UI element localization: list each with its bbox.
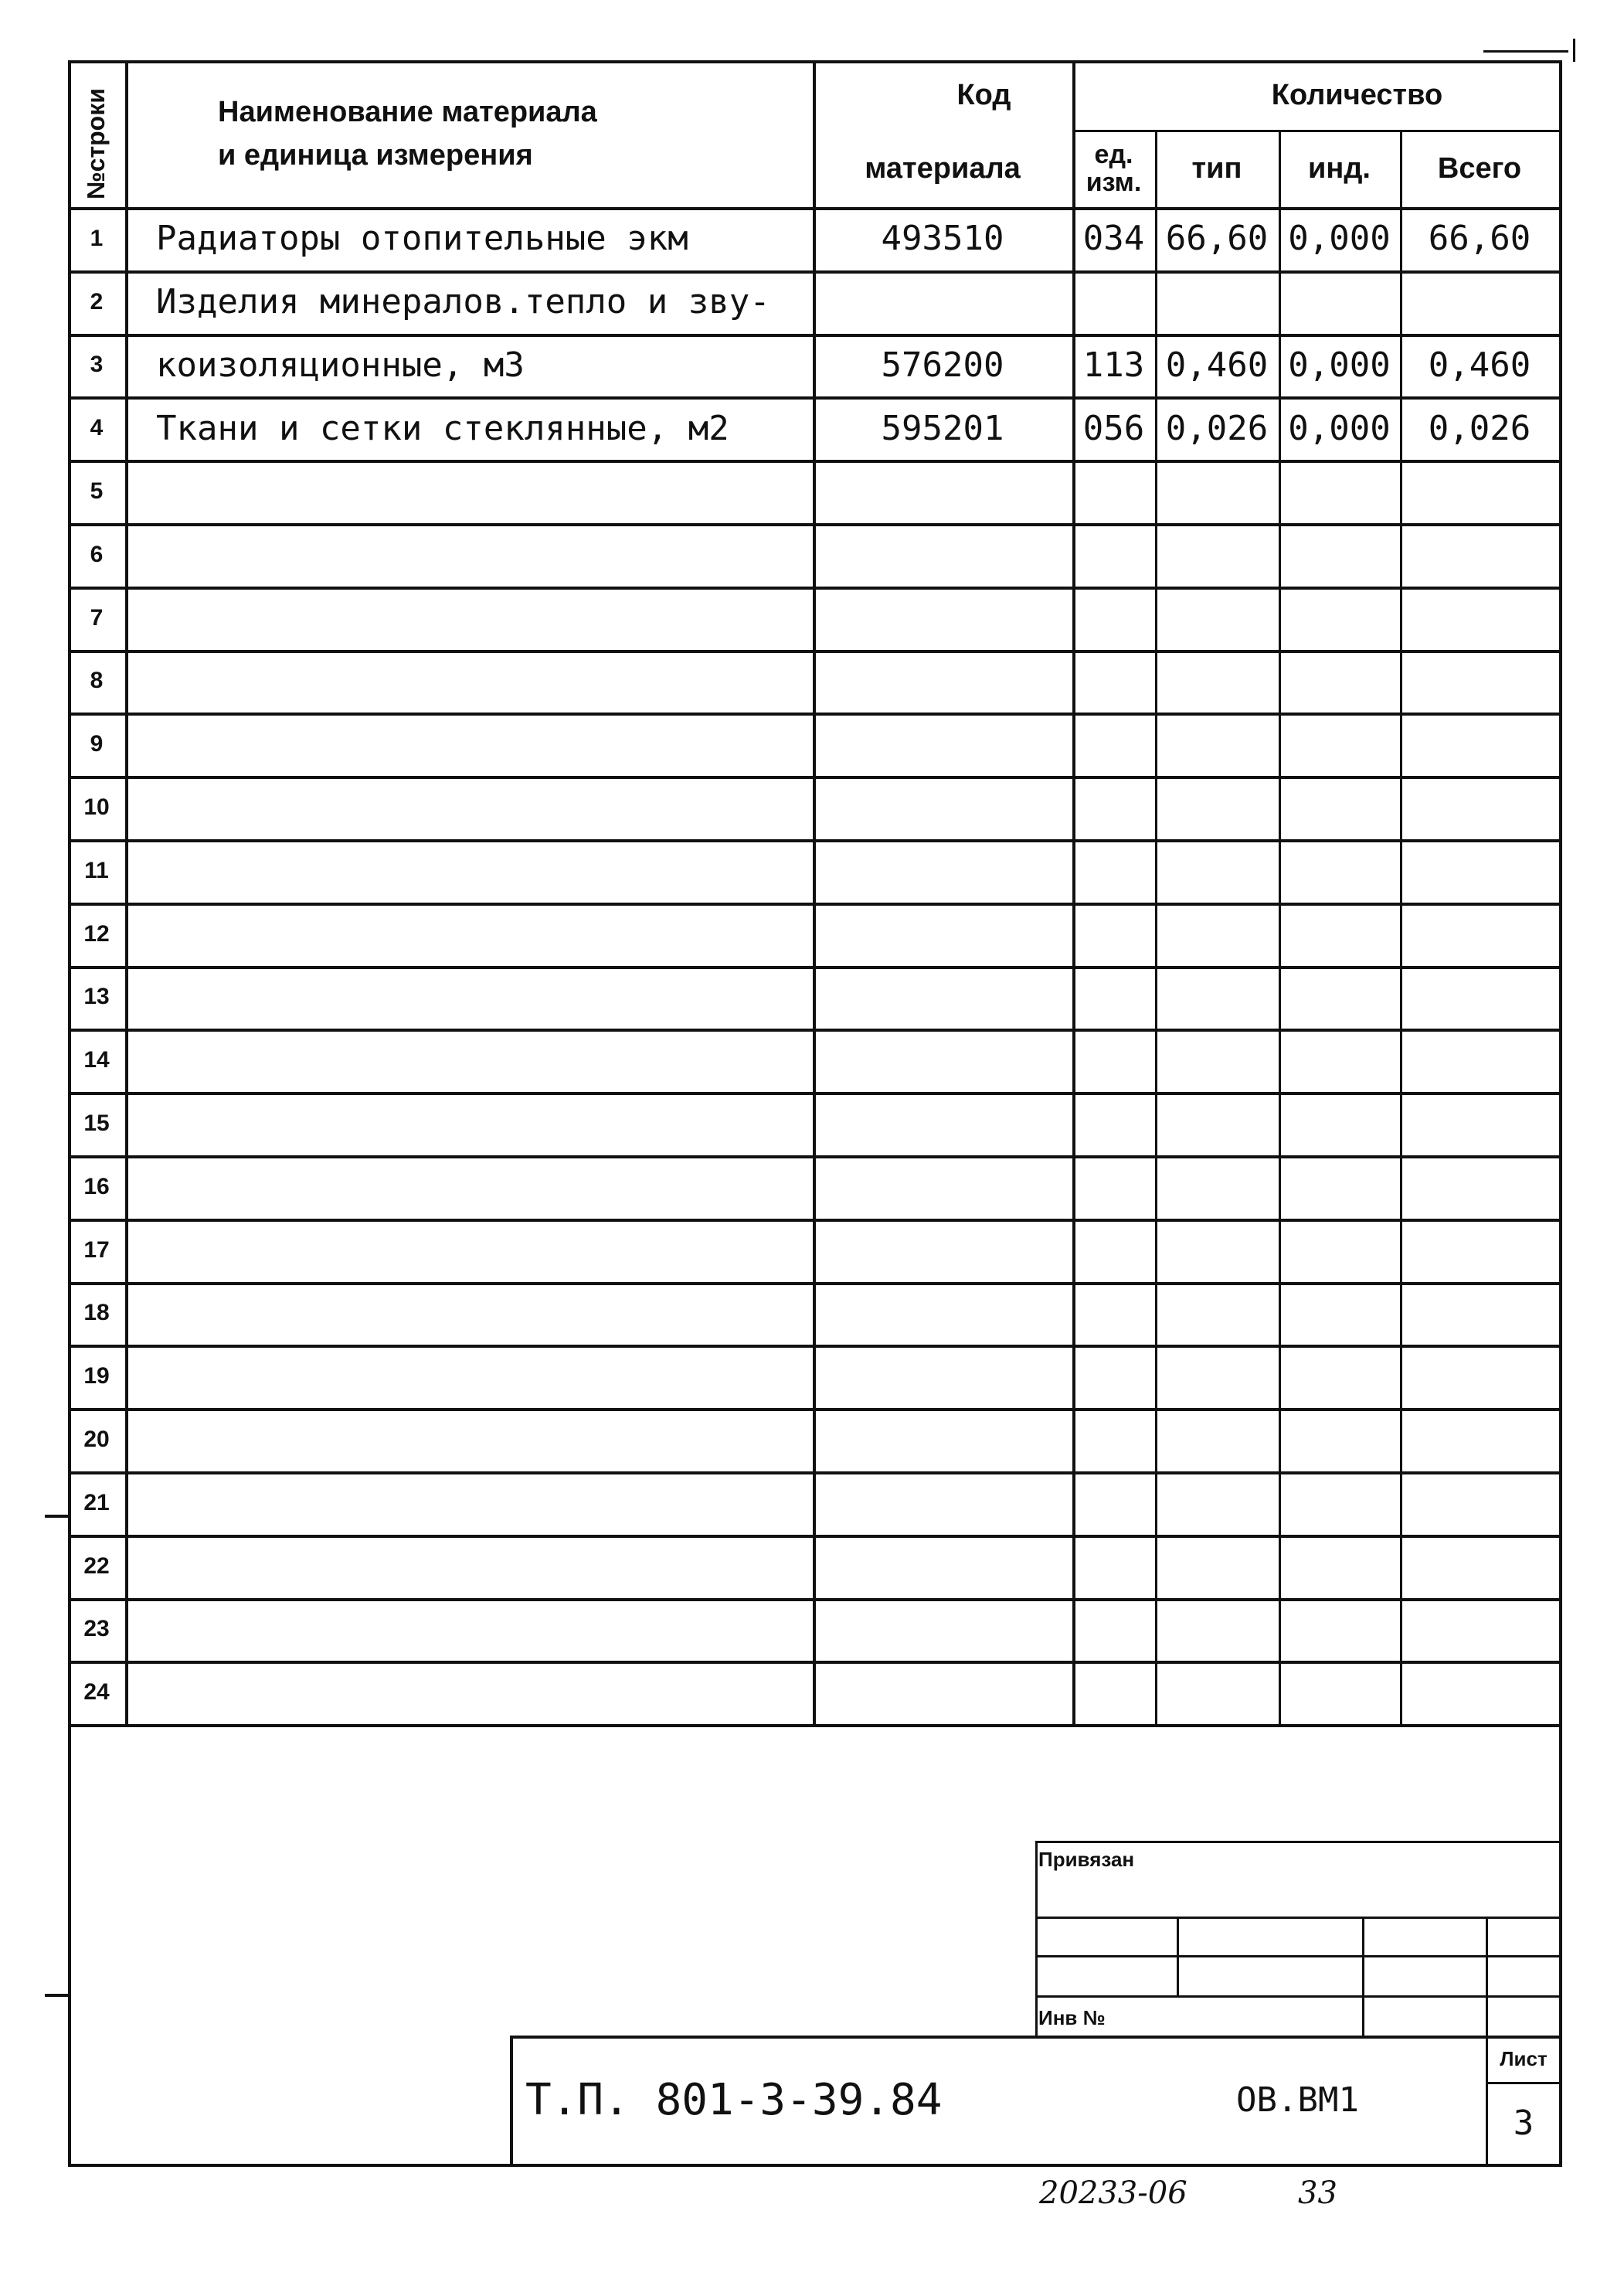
qty-typical	[1155, 460, 1279, 523]
qty-typical	[1155, 1471, 1279, 1535]
material-name	[125, 903, 813, 966]
material-code	[813, 587, 1072, 650]
qty-individual	[1279, 1471, 1400, 1535]
table-bottom-border	[68, 1724, 1562, 1727]
row-number: 24	[83, 1679, 110, 1706]
unit-code-header: ед. изм.	[1085, 140, 1142, 197]
material-code	[813, 523, 1072, 587]
unit-code	[1072, 460, 1155, 523]
qty-total	[1400, 1598, 1559, 1661]
material-name	[125, 1282, 813, 1345]
qty-total	[1400, 1661, 1559, 1724]
qty-individual	[1279, 839, 1400, 903]
unit-code	[1072, 523, 1155, 587]
material-code	[813, 1661, 1072, 1724]
qty-individual	[1279, 1155, 1400, 1219]
document-number: Т.П. 801-3-39.84	[525, 2074, 943, 2125]
material-code: 595201	[881, 408, 1004, 448]
material-code	[813, 713, 1072, 776]
qty-typical	[1155, 1029, 1279, 1092]
stamp-rule	[1177, 1917, 1179, 1995]
qty-individual	[1279, 1092, 1400, 1155]
row-number: 22	[83, 1553, 110, 1579]
material-code	[813, 650, 1072, 713]
unit-code	[1072, 1471, 1155, 1535]
qty-individual: 0,000	[1288, 408, 1391, 448]
qty-total	[1400, 1471, 1559, 1535]
material-name	[125, 713, 813, 776]
qty-typical	[1155, 1535, 1279, 1598]
unit-code	[1072, 1535, 1155, 1598]
corner-mark	[1483, 50, 1568, 53]
material-code	[813, 776, 1072, 839]
row-number: 8	[90, 668, 104, 694]
qty-typical-header: тип	[1191, 151, 1242, 185]
qty-typical	[1155, 1661, 1279, 1724]
unit-code: 056	[1082, 408, 1145, 448]
material-code	[813, 1092, 1072, 1155]
material-name	[125, 1661, 813, 1724]
row-number: 11	[84, 857, 109, 883]
qty-individual	[1279, 270, 1400, 334]
qty-total	[1400, 1092, 1559, 1155]
qty-total	[1400, 1219, 1559, 1282]
material-code-header: материала	[865, 151, 1021, 185]
material-name	[125, 1408, 813, 1471]
material-code	[813, 1282, 1072, 1345]
qty-individual	[1279, 903, 1400, 966]
qty-total-header: Всего	[1437, 151, 1522, 185]
unit-code	[1072, 966, 1155, 1029]
unit-code	[1072, 587, 1155, 650]
qty-total	[1400, 839, 1559, 903]
unit-code	[1072, 1219, 1155, 1282]
row-number: 4	[90, 415, 104, 441]
material-code	[813, 1155, 1072, 1219]
qty-total	[1400, 1535, 1559, 1598]
qty-total	[1400, 1408, 1559, 1471]
qty-total	[1400, 903, 1559, 966]
code-group-header: Код	[956, 78, 1011, 111]
qty-individual	[1279, 776, 1400, 839]
material-code: 493510	[881, 219, 1004, 259]
qty-total	[1400, 713, 1559, 776]
row-number: 1	[90, 225, 104, 251]
linked-label: Привязан	[1038, 1847, 1135, 1871]
qty-individual	[1279, 1282, 1400, 1345]
qty-total	[1400, 776, 1559, 839]
qty-total	[1400, 523, 1559, 587]
qty-individual	[1279, 460, 1400, 523]
qty-individual: 0,000	[1288, 219, 1391, 259]
stamp-rule	[1035, 1917, 1562, 1919]
material-name	[125, 839, 813, 903]
qty-typical	[1155, 1282, 1279, 1345]
material-code	[813, 1219, 1072, 1282]
qty-total	[1400, 1029, 1559, 1092]
qty-total	[1400, 1282, 1559, 1345]
material-code	[813, 1471, 1072, 1535]
row-number: 15	[83, 1110, 110, 1137]
page-bottom-border	[68, 2164, 1562, 2167]
row-number: 20	[83, 1427, 110, 1453]
material-name	[125, 966, 813, 1029]
unit-code	[1072, 1282, 1155, 1345]
qty-individual	[1279, 1029, 1400, 1092]
unit-code	[1072, 1029, 1155, 1092]
unit-code	[1072, 1155, 1155, 1219]
qty-individual	[1279, 713, 1400, 776]
material-code	[813, 1029, 1072, 1092]
qty-typical	[1155, 1598, 1279, 1661]
unit-code	[1072, 1408, 1155, 1471]
sheet-label: Лист	[1500, 2046, 1548, 2070]
unit-code	[1072, 776, 1155, 839]
qty-total	[1400, 1345, 1559, 1408]
qty-typical	[1155, 1345, 1279, 1408]
material-name	[125, 1598, 813, 1661]
sheet-number: 3	[1513, 2103, 1534, 2143]
row-number: 13	[83, 984, 110, 1010]
stamp-rule	[1035, 1995, 1562, 1998]
material-code	[813, 1598, 1072, 1661]
material-name	[125, 1471, 813, 1535]
material-name	[125, 1092, 813, 1155]
material-name	[125, 1535, 813, 1598]
unit-code: 113	[1082, 345, 1145, 385]
row-number: 12	[83, 920, 110, 947]
material-code	[813, 270, 1072, 334]
material-name: коизоляционные, м3	[156, 345, 525, 385]
qty-typical	[1155, 903, 1279, 966]
stamp-rule	[510, 2036, 513, 2164]
qty-individual	[1279, 1598, 1400, 1661]
material-name	[125, 776, 813, 839]
row-number: 10	[83, 794, 110, 821]
qty-typical	[1155, 839, 1279, 903]
material-code	[813, 839, 1072, 903]
order-number: 20233-06	[1039, 2175, 1187, 2211]
unit-code	[1072, 650, 1155, 713]
qty-total	[1400, 460, 1559, 523]
qty-total	[1400, 966, 1559, 1029]
unit-code	[1072, 270, 1155, 334]
qty-individual	[1279, 587, 1400, 650]
stamp-rule	[1035, 1841, 1562, 1843]
qty-total	[1400, 270, 1559, 334]
qty-typical	[1155, 776, 1279, 839]
unit-code	[1072, 903, 1155, 966]
stamp-rule	[1035, 1841, 1038, 2036]
corner-mark	[1573, 39, 1575, 62]
qty-typical	[1155, 713, 1279, 776]
material-name	[125, 587, 813, 650]
row-number: 3	[90, 352, 104, 378]
qty-total: 66,60	[1428, 219, 1531, 259]
qty-typical	[1155, 1219, 1279, 1282]
row-number: 21	[83, 1489, 110, 1515]
stamp-rule	[1362, 1917, 1364, 2036]
row-number: 19	[83, 1363, 110, 1389]
qty-typical	[1155, 1155, 1279, 1219]
qty-typical	[1155, 1408, 1279, 1471]
material-code	[813, 1345, 1072, 1408]
material-name	[125, 523, 813, 587]
row-number: 17	[83, 1236, 110, 1263]
row-number-header: №строки	[82, 88, 110, 199]
row-number: 6	[90, 541, 104, 567]
unit-code	[1072, 1661, 1155, 1724]
qty-total	[1400, 650, 1559, 713]
row-number: 16	[83, 1173, 110, 1199]
qty-individual-header: инд.	[1308, 151, 1371, 185]
qty-typical: 66,60	[1165, 219, 1269, 259]
margin-tick	[45, 1515, 71, 1518]
material-name	[125, 1155, 813, 1219]
page-right-border	[1559, 60, 1562, 2164]
qty-typical	[1155, 523, 1279, 587]
material-name	[125, 1029, 813, 1092]
material-code	[813, 1408, 1072, 1471]
qty-individual	[1279, 1661, 1400, 1724]
unit-code	[1072, 713, 1155, 776]
qty-individual	[1279, 523, 1400, 587]
unit-code	[1072, 1092, 1155, 1155]
row-number: 7	[90, 604, 104, 631]
row-number: 5	[90, 478, 104, 505]
qty-individual	[1279, 1408, 1400, 1471]
row-number: 9	[90, 731, 104, 757]
qty-total: 0,460	[1428, 345, 1531, 385]
qty-individual	[1279, 1345, 1400, 1408]
material-name: Изделия минералов.тепло и зву-	[156, 282, 770, 322]
row-number: 14	[83, 1047, 110, 1073]
qty-typical: 0,460	[1165, 345, 1269, 385]
qty-individual	[1279, 966, 1400, 1029]
qty-individual	[1279, 1219, 1400, 1282]
qty-individual: 0,000	[1288, 345, 1391, 385]
material-code	[813, 903, 1072, 966]
qty-total	[1400, 1155, 1559, 1219]
material-name	[125, 1219, 813, 1282]
material-code	[813, 1535, 1072, 1598]
qty-typical	[1155, 1092, 1279, 1155]
document-code: ОВ.ВМ1	[1236, 2080, 1359, 2120]
material-name: Ткани и сетки стеклянные, м2	[156, 408, 729, 448]
qty-individual	[1279, 1535, 1400, 1598]
qty-typical	[1155, 587, 1279, 650]
material-name	[125, 650, 813, 713]
row-number: 2	[90, 288, 104, 315]
qty-total: 0,026	[1428, 408, 1531, 448]
material-name: Радиаторы отопительные экм	[156, 219, 688, 259]
qty-typical: 0,026	[1165, 408, 1269, 448]
unit-code	[1072, 1598, 1155, 1661]
inventory-number-label: Инв №	[1038, 2005, 1106, 2029]
qty-typical	[1155, 270, 1279, 334]
qty-typical	[1155, 650, 1279, 713]
material-code	[813, 460, 1072, 523]
row-number: 18	[83, 1300, 110, 1326]
qty-total	[1400, 587, 1559, 650]
name-column-header: Наименование материала и единица измерения	[218, 96, 597, 172]
material-name	[125, 1345, 813, 1408]
material-code: 576200	[881, 345, 1004, 385]
quantity-group-header: Количество	[1271, 78, 1443, 111]
unit-code	[1072, 1345, 1155, 1408]
unit-code: 034	[1082, 219, 1145, 259]
margin-tick	[45, 1994, 71, 1997]
page-number: 33	[1298, 2175, 1337, 2211]
unit-code	[1072, 839, 1155, 903]
material-code	[813, 966, 1072, 1029]
qty-individual	[1279, 650, 1400, 713]
qty-typical	[1155, 966, 1279, 1029]
material-name	[125, 460, 813, 523]
stamp-rule	[1035, 1955, 1562, 1957]
row-number: 23	[83, 1616, 110, 1642]
